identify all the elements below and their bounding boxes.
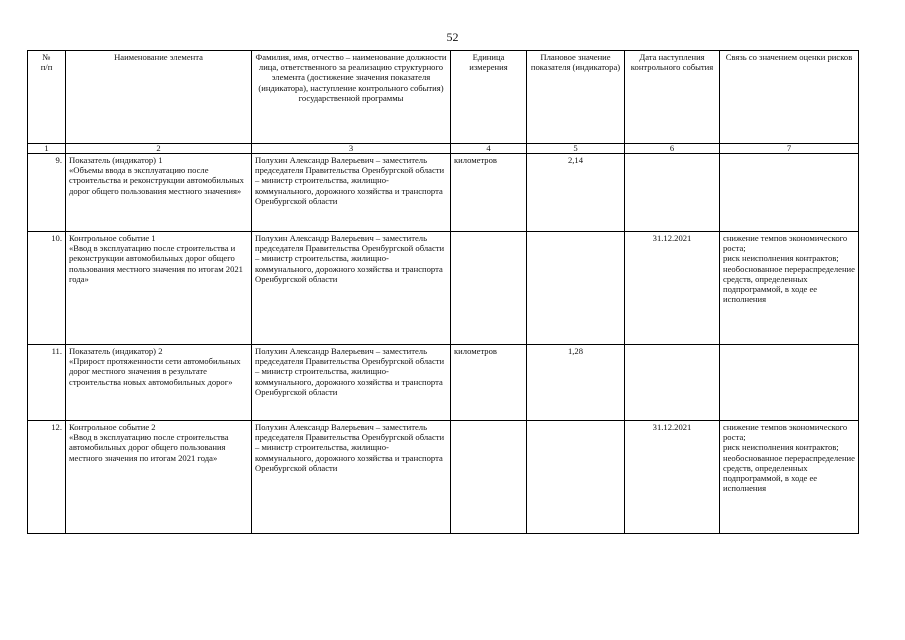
- row-number: 12.: [28, 421, 66, 534]
- unit: километров: [451, 154, 527, 232]
- unit: километров: [451, 345, 527, 421]
- column-number: 7: [720, 144, 859, 154]
- header-event-date: Дата наступления контрольного события: [625, 51, 720, 144]
- header-element-name: Наименование элемента: [66, 51, 252, 144]
- event-date: [625, 154, 720, 232]
- unit: [451, 232, 527, 345]
- element-name: Показатель (индикатор) 1 «Объемы ввода в эксплуатацию после строительства и реконструкции автомобильных дорог общего пользования местного значения»: [66, 154, 252, 232]
- planned-value: 2,14: [527, 154, 625, 232]
- column-number: 1: [28, 144, 66, 154]
- header-row: [28, 51, 859, 144]
- page-number: 52: [446, 30, 459, 44]
- header-planned-value: Плановое значение показателя (индикатора): [527, 51, 625, 144]
- event-date: 31.12.2021: [625, 232, 720, 345]
- header-risk-link: Связь со значением оценки рисков: [720, 51, 859, 144]
- column-number: 5: [527, 144, 625, 154]
- unit: [451, 421, 527, 534]
- column-number: 4: [451, 144, 527, 154]
- event-date: 31.12.2021: [625, 421, 720, 534]
- risk-link: [720, 345, 859, 421]
- element-name: Показатель (индикатор) 2 «Прирост протяженности сети автомобильных дорог местного значения в результате строительства новых автомобильных дорог»: [66, 345, 252, 421]
- table-row: [28, 232, 859, 345]
- column-number: 2: [66, 144, 252, 154]
- planned-value: [527, 232, 625, 345]
- row-number: 11.: [28, 345, 66, 421]
- risk-link: [720, 154, 859, 232]
- responsible-person: Полухин Александр Валерьевич – заместитель председателя Правительства Оренбургской области – министр строительства, жилищно-коммунального, дорожного хозяйства и транспорта Оренбургской области: [252, 232, 451, 345]
- program-table: [27, 50, 859, 534]
- header-responsible: Фамилия, имя, отчество – наименование должности лица, ответственного за реализацию структурного элемента (достижение значения показателя (индикатора), наступление контрольного события) государственной программы: [252, 51, 451, 144]
- responsible-person: Полухин Александр Валерьевич – заместитель председателя Правительства Оренбургской области – министр строительства, жилищно-коммунального, дорожного хозяйства и транспорта Оренбургской области: [252, 421, 451, 534]
- table-row: [28, 345, 859, 421]
- row-number: 10.: [28, 232, 66, 345]
- column-number: 3: [252, 144, 451, 154]
- planned-value: 1,28: [527, 345, 625, 421]
- header-number: № п/п: [28, 51, 66, 144]
- row-number: 9.: [28, 154, 66, 232]
- column-number-row: [28, 144, 859, 154]
- table-row: [28, 154, 859, 232]
- element-name: Контрольное событие 2 «Ввод в эксплуатацию после строительства автомобильных дорог общего пользования местного значения по итогам 2021 года»: [66, 421, 252, 534]
- planned-value: [527, 421, 625, 534]
- table-row: [28, 421, 859, 534]
- risk-link: снижение темпов экономического роста; риск неисполнения контрактов; необоснованное перераспределение средств, определенных подпрограммой, в ходе ее исполнения: [720, 232, 859, 345]
- risk-link: снижение темпов экономического роста; риск неисполнения контрактов; необоснованное перераспределение средств, определенных подпрограммой, в ходе ее исполнения: [720, 421, 859, 534]
- element-name: Контрольное событие 1 «Ввод в эксплуатацию после строительства и реконструкции автомобильных дорог общего пользования местного значения по итогам 2021 года»: [66, 232, 252, 345]
- responsible-person: Полухин Александр Валерьевич – заместитель председателя Правительства Оренбургской области – министр строительства, жилищно-коммунального, дорожного хозяйства и транспорта Оренбургской области: [252, 345, 451, 421]
- event-date: [625, 345, 720, 421]
- responsible-person: Полухин Александр Валерьевич – заместитель председателя Правительства Оренбургской области – министр строительства, жилищно-коммунального, дорожного хозяйства и транспорта Оренбургской области: [252, 154, 451, 232]
- header-unit: Единица измерения: [451, 51, 527, 144]
- column-number: 6: [625, 144, 720, 154]
